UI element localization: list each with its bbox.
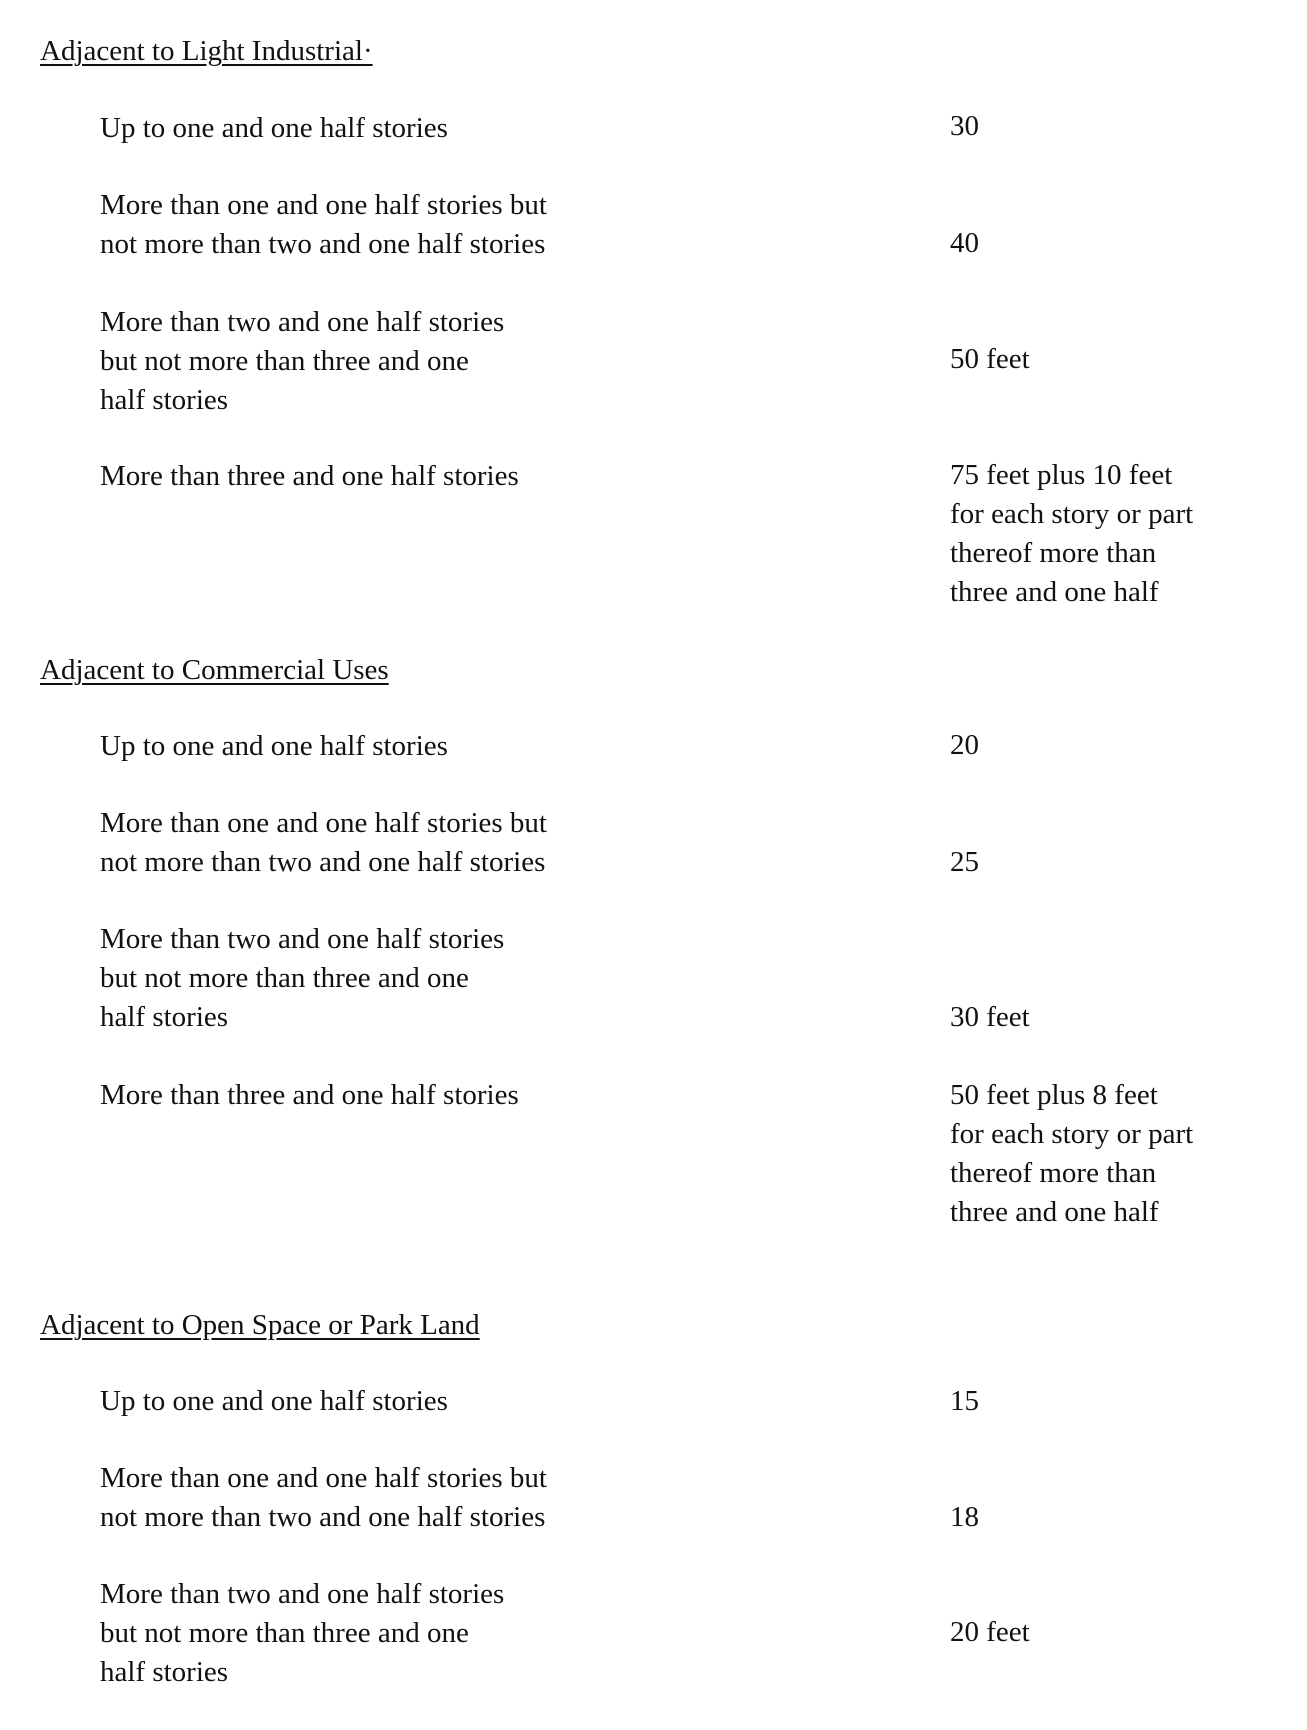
- row-value: 30: [950, 110, 979, 142]
- row-value: 20: [950, 729, 979, 761]
- row-description: More than one and one half stories but not more than two and one half stories: [100, 807, 547, 878]
- row-description: Up to one and one half stories: [100, 112, 448, 144]
- row-description: More than two and one half stories but not more than three and one half stories: [100, 306, 505, 416]
- row-value: 25: [950, 846, 979, 878]
- row-description: More than three and one half stories: [100, 1079, 519, 1111]
- row-description: More than one and one half stories but not more than two and one half stories: [100, 189, 547, 260]
- section-heading-open-space: Adjacent to Open Space or Park Land: [40, 1309, 480, 1341]
- row-value: 50 feet plus 8 feet for each story or part thereof more than three and one half: [950, 1079, 1194, 1228]
- row-description: More than two and one half stories but not more than three and one half stories: [100, 923, 505, 1033]
- row-description: Up to one and one half stories: [100, 730, 448, 762]
- row-value: 18: [950, 1501, 979, 1533]
- row-value: 50 feet: [950, 343, 1030, 375]
- row-value: 15: [950, 1385, 979, 1417]
- row-value: 30 feet: [950, 1001, 1030, 1033]
- row-description: Up to one and one half stories: [100, 1385, 448, 1417]
- row-value: 75 feet plus 10 feet for each story or part thereof more than three and one half: [950, 459, 1194, 608]
- row-description: More than two and one half stories but not more than three and one half stories: [100, 1578, 505, 1688]
- row-description: More than one and one half stories but not more than two and one half stories: [100, 1462, 547, 1533]
- section-heading-light-industrial: Adjacent to Light Industrial·: [40, 35, 373, 67]
- row-value: 40: [950, 227, 979, 259]
- row-value: 20 feet: [950, 1616, 1030, 1648]
- row-description: More than three and one half stories: [100, 460, 519, 492]
- section-heading-commercial-uses: Adjacent to Commercial Uses: [40, 654, 389, 686]
